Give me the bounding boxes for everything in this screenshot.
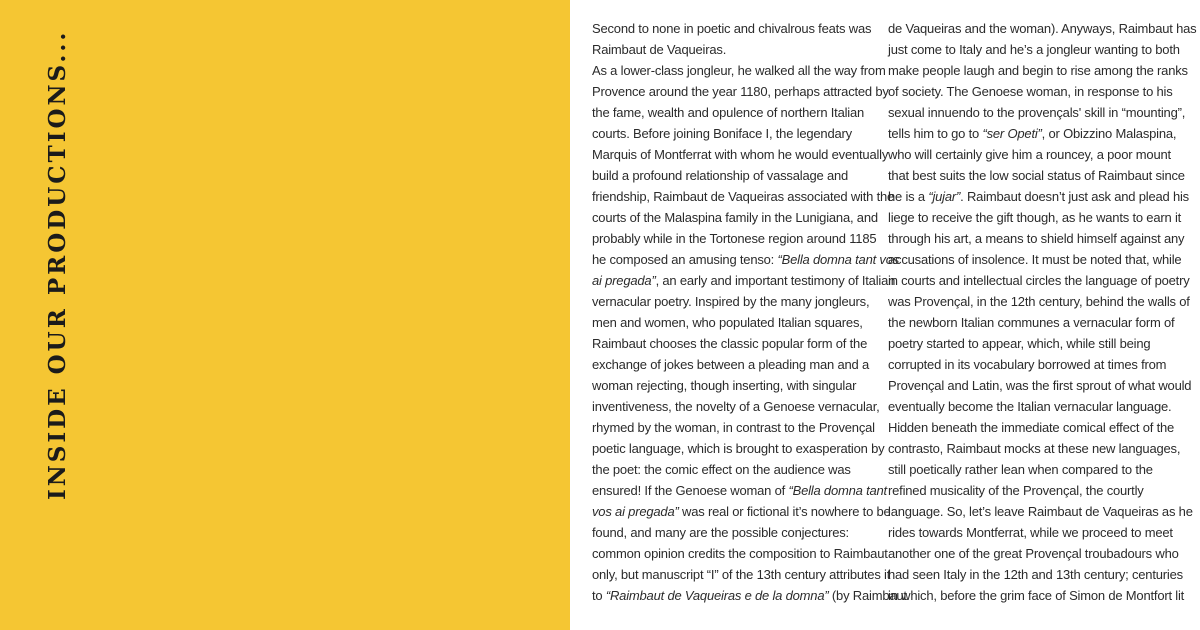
text-line [592,207,884,228]
text-span: woman rejecting, though inserting, with singular [592,378,857,393]
text-line [592,375,884,396]
text-span: still poetically rather lean when compared to the [888,462,1153,477]
text-span: to [592,588,606,603]
italic-title-span: ai pregada” [592,273,656,288]
text-line [592,102,884,123]
text-span: Marquis of Montferrat with whom he would eventually [592,147,889,162]
text-line [592,459,884,480]
text-span: that best suits the low social status of Raimbaut since [888,168,1185,183]
text-line [592,522,884,543]
text-span: eventually become the Italian vernacular language. [888,399,1172,414]
text-span: ensured! If the Genoese woman of [592,483,789,498]
text-line [592,564,891,585]
text-line [592,228,884,249]
text-span: rhymed by the woman, in contrast to the Provençal [592,420,875,435]
text-line [592,249,900,270]
text-span: Hidden beneath the immediate comical effect of the [888,420,1175,435]
text-span: corrupted in its vocabulary borrowed at times from [888,357,1167,372]
text-span: the poet: the comic effect on the audience was [592,462,851,477]
text-span: Raimbaut de Vaqueiras. [592,42,727,57]
text-span: of society. The Genoese woman, in response to his [888,84,1173,99]
text-line [888,39,1184,60]
text-span: in which, before the grim face of Simon de Montfort lit [888,588,1185,603]
text-line [888,438,1184,459]
italic-title-span: vos ai pregada” [592,504,679,519]
text-span: the newborn Italian communes a vernacular form of [888,315,1175,330]
text-span: probably while in the Tortonese region around 1185 [592,231,877,246]
text-span: found, and many are the possible conjectures: [592,525,849,540]
text-span: men and women, who populated Italian squares, [592,315,863,330]
text-span: common opinion credits the composition to Raimbaut [592,546,888,561]
text-line [888,249,1184,270]
text-span: the fame, wealth and opulence of northern Italian [592,105,865,120]
text-line [888,417,1184,438]
text-span: language. So, let’s leave Raimbaut de Vaqueiras as he [888,504,1193,519]
text-line [592,165,884,186]
text-line [592,291,884,312]
text-line [888,585,1184,606]
text-span: had seen Italy in the 12th and 13th century; centuries [888,567,1183,582]
text-line [592,438,884,459]
text-line [888,564,1184,585]
text-line [592,417,884,438]
text-line [888,207,1184,228]
italic-title-span: “jujar” [928,189,961,204]
text-line [592,333,884,354]
text-span: Provence around the year 1180, perhaps attracted by [592,84,889,99]
text-line [888,543,1184,564]
text-span: poetry started to appear, which, while still being [888,336,1151,351]
text-span: was Provençal, in the 12th century, behind the walls of [888,294,1190,309]
text-span: make people laugh and begin to rise among the ranks [888,63,1188,78]
text-line [592,585,907,606]
text-span: liege to receive the gift though, as he wants to earn it [888,210,1182,225]
text-line [888,522,1184,543]
italic-title-span: “Raimbaut de Vaqueiras e de la domna” [605,588,829,603]
section-title: INSIDE OUR PRODUCTIONS... [44,29,71,500]
text-span: just come to Italy and he’s a jongleur wanting to both [888,42,1180,57]
text-span: , an early and important testimony of Italian [655,273,896,288]
text-line [888,123,1184,144]
text-span: Provençal and Latin, was the first sprout of what would [888,378,1192,393]
text-span: he is a [888,189,929,204]
text-span: sexual innuendo to the provençals' skill in “mounting”, [888,105,1186,120]
text-line [592,18,884,39]
text-line [888,165,1184,186]
text-line [592,60,884,81]
text-line [888,102,1184,123]
text-line [888,270,1190,291]
text-span: courts. Before joining Boniface I, the legendary [592,126,852,141]
text-span: tells him to go to [888,126,983,141]
text-span: As a lower-class jongleur, he walked all the way from [592,63,886,78]
text-line [888,18,1197,39]
text-span: Raimbaut chooses the classic popular form of the [592,336,868,351]
text-span: . Raimbaut doesn’t just ask and plead his [960,189,1189,204]
text-line [592,39,884,60]
text-line [888,60,1188,81]
text-line [592,312,884,333]
text-line [592,81,889,102]
text-span: de Vaqueiras and the woman). Anyways, Raimbaut has [888,21,1197,36]
text-line [888,501,1193,522]
text-span: friendship, Raimbaut de Vaqueiras associated with the [592,189,895,204]
text-column-right [888,18,1197,606]
text-span: , or Obizzino Malaspina, [1041,126,1177,141]
text-span: poetic language, which is brought to exasperation by [592,441,885,456]
text-span: inventiveness, the novelty of a Genoese vernacular, [592,399,880,414]
text-line [888,291,1190,312]
text-line [888,396,1184,417]
text-line [888,81,1184,102]
text-span: vernacular poetry. Inspired by the many jongleurs, [592,294,870,309]
text-line [888,228,1184,249]
text-span: accusations of insolence. It must be noted that, while [888,252,1182,267]
text-column-left [592,18,907,606]
text-span: Second to none in poetic and chivalrous feats was [592,21,872,36]
text-span: another one of the great Provençal troubadours who [888,546,1179,561]
text-span: refined musicality of the Provençal, the courtly [888,483,1144,498]
text-line [888,333,1184,354]
text-span: contrasto, Raimbaut mocks at these new languages, [888,441,1181,456]
text-span: rides towards Montferrat, while we proceed to meet [888,525,1173,540]
text-line [592,186,895,207]
text-line [888,459,1184,480]
text-span: only, but manuscript “I” of the 13th century attributes it [592,567,891,582]
text-line [592,396,884,417]
text-span: courts of the Malaspina family in the Lunigiana, and [592,210,878,225]
text-line [592,354,884,375]
text-span: was real or fictional it’s nowhere to be [678,504,891,519]
text-span: he composed an amusing tenso: [592,252,778,267]
text-line [592,123,884,144]
text-line [888,354,1184,375]
text-span: in courts and intellectual circles the language of poetry [888,273,1190,288]
text-line [888,186,1189,207]
text-line [888,480,1184,501]
text-line [888,144,1184,165]
text-span: build a profound relationship of vassalage and [592,168,849,183]
text-span: through his art, a means to shield himself against any [888,231,1185,246]
text-line [888,375,1192,396]
text-line [592,270,896,291]
yellow-side-panel [0,0,570,630]
text-line [592,480,887,501]
text-span: exchange of jokes between a pleading man and a [592,357,870,372]
italic-title-span: “Bella domna tant vos [777,252,900,267]
text-line [592,144,889,165]
text-span: who will certainly give him a rouncey, a poor mount [888,147,1171,162]
text-span: (by Raimbaut [828,588,907,603]
italic-title-span: “ser Opeti” [982,126,1042,141]
text-line [592,543,888,564]
italic-title-span: “Bella domna tant [788,483,887,498]
text-line [592,501,891,522]
text-line [888,312,1184,333]
